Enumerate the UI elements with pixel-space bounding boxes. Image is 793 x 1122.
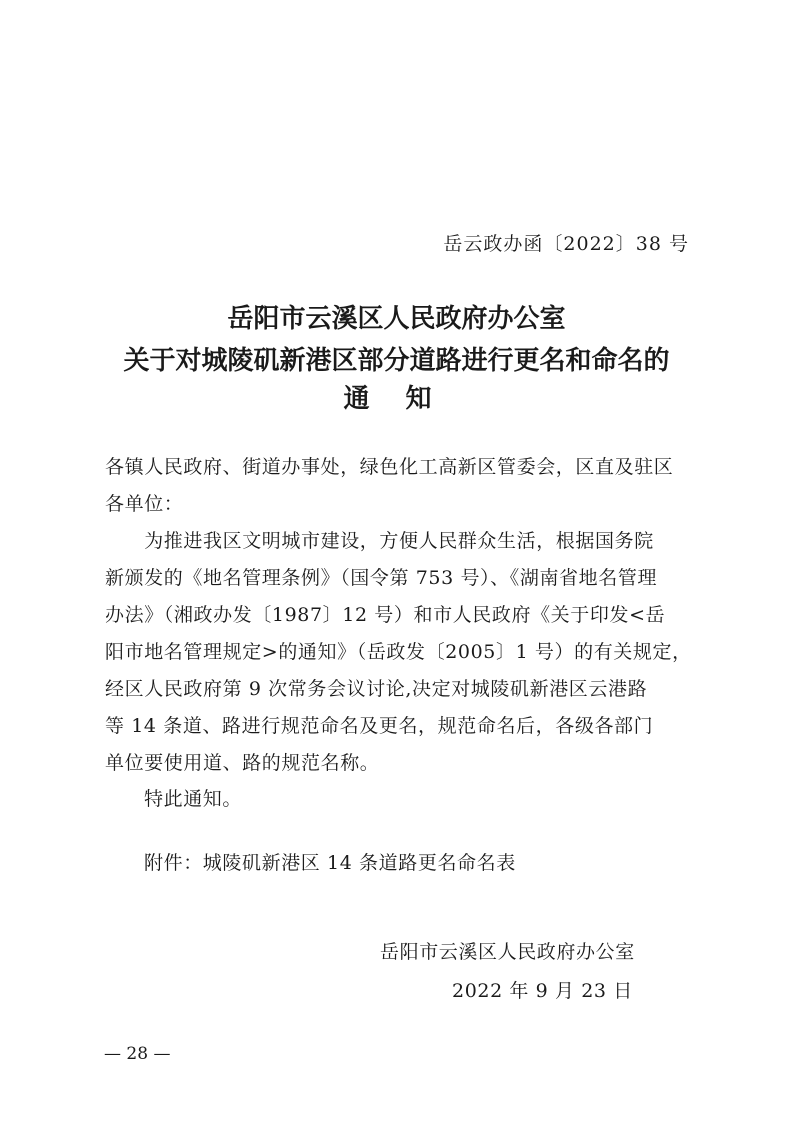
body-line: 等 14 条道、路进行规范命名及更名，规范命名后，各级各部门 [105, 715, 654, 737]
closing-remark: 特此通知。 [144, 788, 243, 810]
title-line-3: 通知 [343, 384, 468, 414]
addressee-line: 各镇人民政府、街道办事处，绿色化工高新区管委会，区直及驻区 [105, 456, 674, 478]
addressee-line: 各单位： [105, 493, 184, 515]
body-line: 新颁发的《地名管理条例》（国令第 753 号）、《湖南省地名管理 [105, 567, 658, 589]
issuing-office: 岳阳市云溪区人民政府办公室 [380, 941, 635, 963]
title-line-1: 岳阳市云溪区人民政府办公室 [227, 304, 566, 334]
body-paragraph [105, 523, 693, 782]
body-line: 为推进我区文明城市建设，方便人民群众生活，根据国务院 [105, 530, 654, 552]
issue-date: 2022 年 9 月 23 日 [452, 980, 633, 1002]
attachment-note: 附件：城陵矶新港区 14 条道路更名命名表 [144, 852, 516, 874]
body-line: 经区人民政府第 9 次常务会议讨论,决定对城陵矶新港区云港路 [105, 678, 648, 700]
page-number: — 28 — [104, 1044, 171, 1064]
body-line: 单位要使用道、路的规范名称。 [105, 752, 380, 774]
title-line-2: 关于对城陵矶新港区部分道路进行更名和命名的 [123, 346, 670, 376]
body-line: 阳市地名管理规定>的通知》（岳政发〔2005〕1 号）的有关规定， [105, 641, 692, 663]
body-line: 办法》（湘政办发〔1987〕12 号）和市人民政府《关于印发<岳 [105, 604, 666, 626]
document-number: 岳云政办函〔2022〕38 号 [443, 233, 689, 255]
addressee [105, 449, 693, 523]
